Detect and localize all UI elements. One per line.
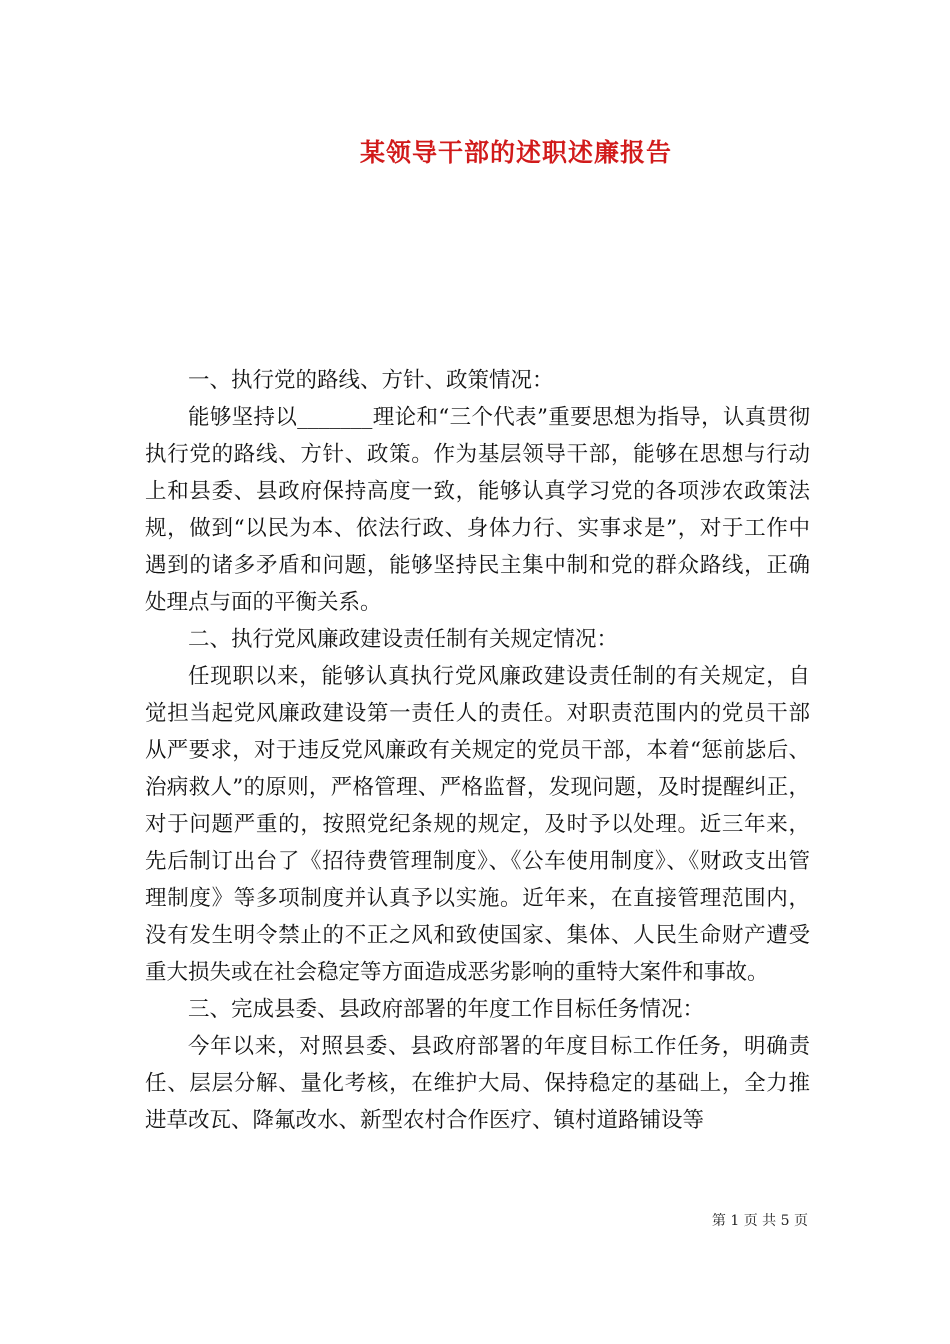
paragraph-1: 能够坚持以_______理论和“三个代表”重要思想为指导，认真贯彻执行党的路线、方针、政策。作为基层领导干部，能够在思想与行动上和县委、县政府保持高度一致，能够认真学习党的各项涉农政策法规，做到“以民为本、依法行政、身体力行、实事求是”，对于工作中遇到的诸多矛盾和问题，能够坚持民主集中制和党的群众路线，正确处理点与面的平衡关系。 [145,405,810,615]
section-heading-1: 一、执行党的路线、方针、政策情况： [188,368,554,393]
page-number: 第 1 页 共 5 页 [711,1213,808,1229]
paragraph-2: 任现职以来，能够认真执行党风廉政建设责任制的有关规定，自觉担当起党风廉政建设第一责任人的责任。对职责范围内的党员干部从严要求，对于违反党风廉政有关规定的党员干部，本着“惩前毖后、治病救人”的原则，严格管理、严格监督，发现问题，及时提醒纠正，对于问题严重的，按照党纪条规的规定，及时予以处理。近三年来，先后制订出台了《招待费管理制度》、《公车使用制度》、《财政支出管理制度》等多项制度并认真予以实施。近年来，在直接管理范围内，没有发生明令禁止的不正之风和致使国家、集体、人民生命财产遭受重大损失或在社会稳定等方面造成恶劣影响的重特大案件和事故。 [145,664,810,985]
document-body [145,362,810,1139]
section-heading-2: 二、执行党风廉政建设责任制有关规定情况： [188,627,619,652]
paragraph-3: 今年以来，对照县委、县政府部署的年度目标工作任务，明确责任、层层分解、量化考核，在维护大局、保持稳定的基础上，全力推进草改瓦、降氟改水、新型农村合作医疗、镇村道路铺设等 [145,1034,810,1133]
document-title: 某领导干部的述职述廉报告 [359,138,672,167]
section-heading-3: 三、完成县委、县政府部署的年度工作目标任务情况： [188,997,705,1022]
